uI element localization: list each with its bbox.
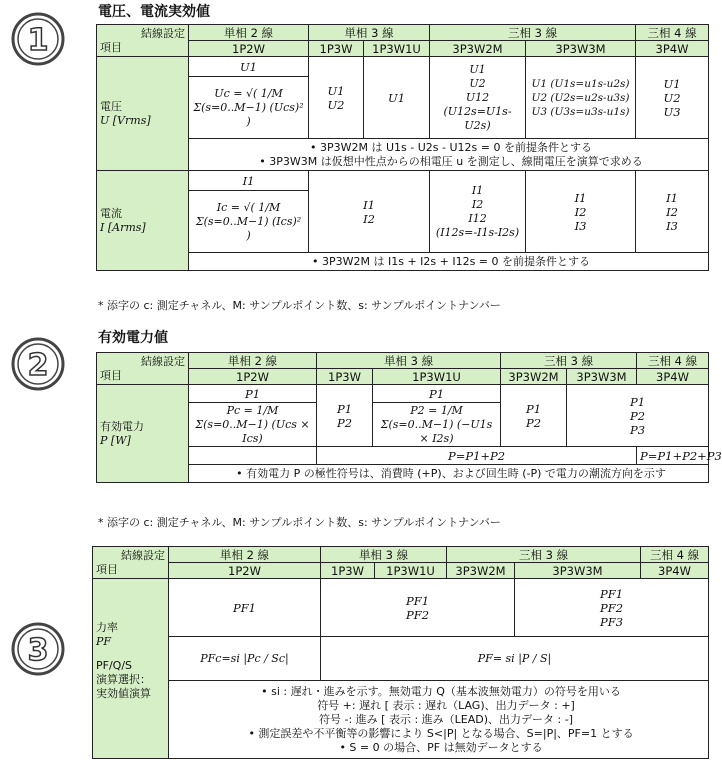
voltage-3p3w2m: U1 U2 U12 (U12s=U1s-U2s) — [430, 57, 526, 139]
current-rms-formula: Ic = √( 1/M Σ(s=0..M−1) (Ics)² ) — [189, 191, 309, 253]
voltage-note-1: • 3P3W2M は U1s - U2s - U12s = 0 を前提条件とする — [310, 140, 592, 154]
section-title-active-power: 有効電力値 — [98, 330, 168, 346]
power-1p2w-symbol: P1 — [189, 385, 317, 403]
current-label-cell — [97, 171, 189, 271]
mode-1p3w1u: 1P3W1U — [364, 41, 430, 57]
voltage-current-table — [96, 24, 709, 271]
power-3p3w2m: P1 P2 — [501, 385, 567, 447]
mode-1p3w: 1P3W — [309, 41, 364, 57]
power-note-1: • 有効電力 P の極性符号は、消費時 (+P)、および回生時 (-P) で電力の潮流方向を示す — [189, 465, 709, 483]
current-single3: I1 I2 — [309, 171, 430, 253]
item-label: 項目 — [100, 40, 122, 54]
voltage-3p3w3m: U1 (U1s=u1s-u2s) U2 (U2s=u2s-u3s) U3 (U3s=u3s-u1s) — [526, 57, 636, 139]
pf-notes — [169, 681, 709, 759]
voltage-1p3w: U1 U2 — [309, 57, 364, 139]
section-number-2: 2 — [27, 348, 49, 383]
rms-calc-label: 実効値演算 — [96, 687, 151, 700]
power-3p3w3m-3p4w: P1 P2 P3 — [567, 385, 709, 447]
section-number-2-badge — [6, 335, 70, 393]
footnote-1: * 添字の c: 測定チャネル、M: サンプルポイント数、s: サンプルポイントナンバー — [98, 299, 501, 312]
section-number-3: 3 — [27, 633, 49, 668]
power-sum-3: P=P1+P2+P3 — [637, 447, 709, 465]
section-title-voltage-current: 電圧、電流実効値 — [98, 4, 210, 20]
mode-3p3w2m: 3P3W2M — [430, 41, 526, 57]
power-1p3w1u-formula: P2 = 1/M Σ(s=0..M−1) (−U1s × I2s) — [373, 403, 501, 447]
calc-selection-label: 演算選択： — [96, 673, 151, 686]
voltage-1p2w-symbol: U1 — [189, 57, 309, 77]
voltage-1p3w1u: U1 — [364, 57, 430, 139]
pf-1p2w-symbol: PF1 — [169, 579, 321, 637]
active-power-table: 結線設定 項目 単相 2 線 単相 3 線 三相 3 線 三相 4 線 1P2W 1P3W 1P3W1U 3P3W2M 3P3W3M 3P4W 有効電力 P [W] P1 P1 P2 P1 P1 P2 P1 P2 P3 Pc = 1/M Σ(s=0..M−1) (Ucs × Ics) P2 = 1/M Σ(s=0..M−1) (−U1s × I2s) P=P1+P2 P=P1+P2+P3 • 有効電力 P の極性符号は、消費時 (+P)、および回生時 (-P) で電力の潮流方向を示す — [96, 352, 709, 483]
voltage-3p4w: U1 U2 U3 — [636, 57, 709, 139]
current-3p3w2m: I1 I2 I12 (I12s=-I1s-I2s) — [430, 171, 526, 253]
pf-formula: PFc=si |Pc / Sc| — [169, 637, 321, 681]
section-number-3-badge — [6, 620, 70, 678]
pf-note-1: • si : 遅れ・進みを示す。無効電力 Q（基本波無効電力）の符号を用いる — [261, 684, 621, 698]
voltage-rms-formula: Uc = √( 1/M Σ(s=0..M−1) (Ucs)² ) — [189, 77, 309, 139]
mode-3p3w3m: 3P3W3M — [526, 41, 636, 57]
pf-symbol-label: PF — [96, 635, 112, 648]
wiring-setting-label: 結線設定 — [141, 26, 185, 40]
current-1p2w-symbol: I1 — [189, 171, 309, 191]
pf-note-2: 符号 +: 遅れ [ 表示 : 遅れ（LAG)、出力データ : +] — [317, 698, 575, 712]
pf-total-formula: PF= si |P / S| — [321, 637, 709, 681]
group-single-2: 単相 2 線 — [189, 25, 309, 41]
current-unit: I [Arms] — [100, 220, 146, 234]
voltage-notes — [189, 139, 709, 171]
mode-1p2w: 1P2W — [189, 41, 309, 57]
pf-note-5: • S = 0 の場合、PF は無効データとする — [339, 740, 543, 754]
pf-label: 力率 — [96, 621, 118, 634]
pf-single3: PF1 PF2 — [321, 579, 515, 637]
footnote-2: * 添字の c: 測定チャネル、M: サンプルポイント数、s: サンプルポイントナンバー — [98, 516, 501, 529]
voltage-note-2: • 3P3W3M は仮想中性点からの相電圧 u を測定し、線間電圧を演算で求める — [259, 154, 643, 168]
pf-label-cell — [93, 579, 169, 759]
power-label: 有効電力 — [100, 419, 144, 433]
current-label: 電流 — [100, 206, 122, 220]
group-three-3: 三相 3 線 — [430, 25, 636, 41]
power-label-cell — [97, 385, 189, 483]
voltage-label-cell — [97, 57, 189, 171]
section-number-1-badge — [6, 10, 70, 68]
header-corner-3: 結線設定 項目 — [93, 547, 169, 579]
pf-qs-label: PF/Q/S — [96, 659, 133, 672]
group-single-3: 単相 3 線 — [309, 25, 430, 41]
power-unit: P [W] — [100, 433, 131, 447]
power-factor-table: 結線設定 項目 単相 2 線 単相 3 線 三相 3 線 三相 4 線 1P2W 1P3W 1P3W1U 3P3W2M 3P3W3M 3P4W 力率 PF PF/Q/S 演算選択： 実効値演算 PF1 PF1 PF2 PF1 PF2 PF3 PFc=si |Pc / Sc| PF= si |P / S| • si : 遅れ・進みを示す。無効電力 Q（基本波無効電力）の符号を用いる 符号 +: 遅れ [ 表示 : 遅れ（LAG)、出力データ : +] 符号 -: 進み [ 表示 : 進み（LEAD)、出力データ : -] • 測定誤差や不平衡等の影響により S<|P| となる場合、S=|P|、PF=1 とする • S = 0 の場合、PF は無効データとする — [92, 546, 709, 759]
power-sum-2: P=P1+P2 — [317, 447, 637, 465]
mode-3p4w: 3P4W — [636, 41, 709, 57]
current-note-1: • 3P3W2M は I1s + I2s + I12s = 0 を前提条件とする — [189, 253, 709, 271]
pf-three: PF1 PF2 PF3 — [515, 579, 709, 637]
section-number-1: 1 — [27, 23, 49, 58]
power-formula: Pc = 1/M Σ(s=0..M−1) (Ucs × Ics) — [189, 403, 317, 447]
power-1p3w1u-symbol: P1 — [373, 385, 501, 403]
current-3p4w: I1 I2 I3 — [636, 171, 709, 253]
current-3p3w3m: I1 I2 I3 — [526, 171, 636, 253]
pf-note-3: 符号 -: 進み [ 表示 : 進み（LEAD)、出力データ : -] — [319, 712, 573, 726]
header-corner-2: 結線設定 項目 — [97, 353, 189, 385]
group-three-4: 三相 4 線 — [636, 25, 709, 41]
power-1p3w: P1 P2 — [317, 385, 373, 447]
voltage-label: 電圧 — [100, 99, 122, 113]
pf-note-4: • 測定誤差や不平衡等の影響により S<|P| となる場合、S=|P|、PF=1 とする — [248, 726, 634, 740]
header-corner — [97, 25, 189, 57]
voltage-unit: U [Vrms] — [100, 113, 151, 127]
